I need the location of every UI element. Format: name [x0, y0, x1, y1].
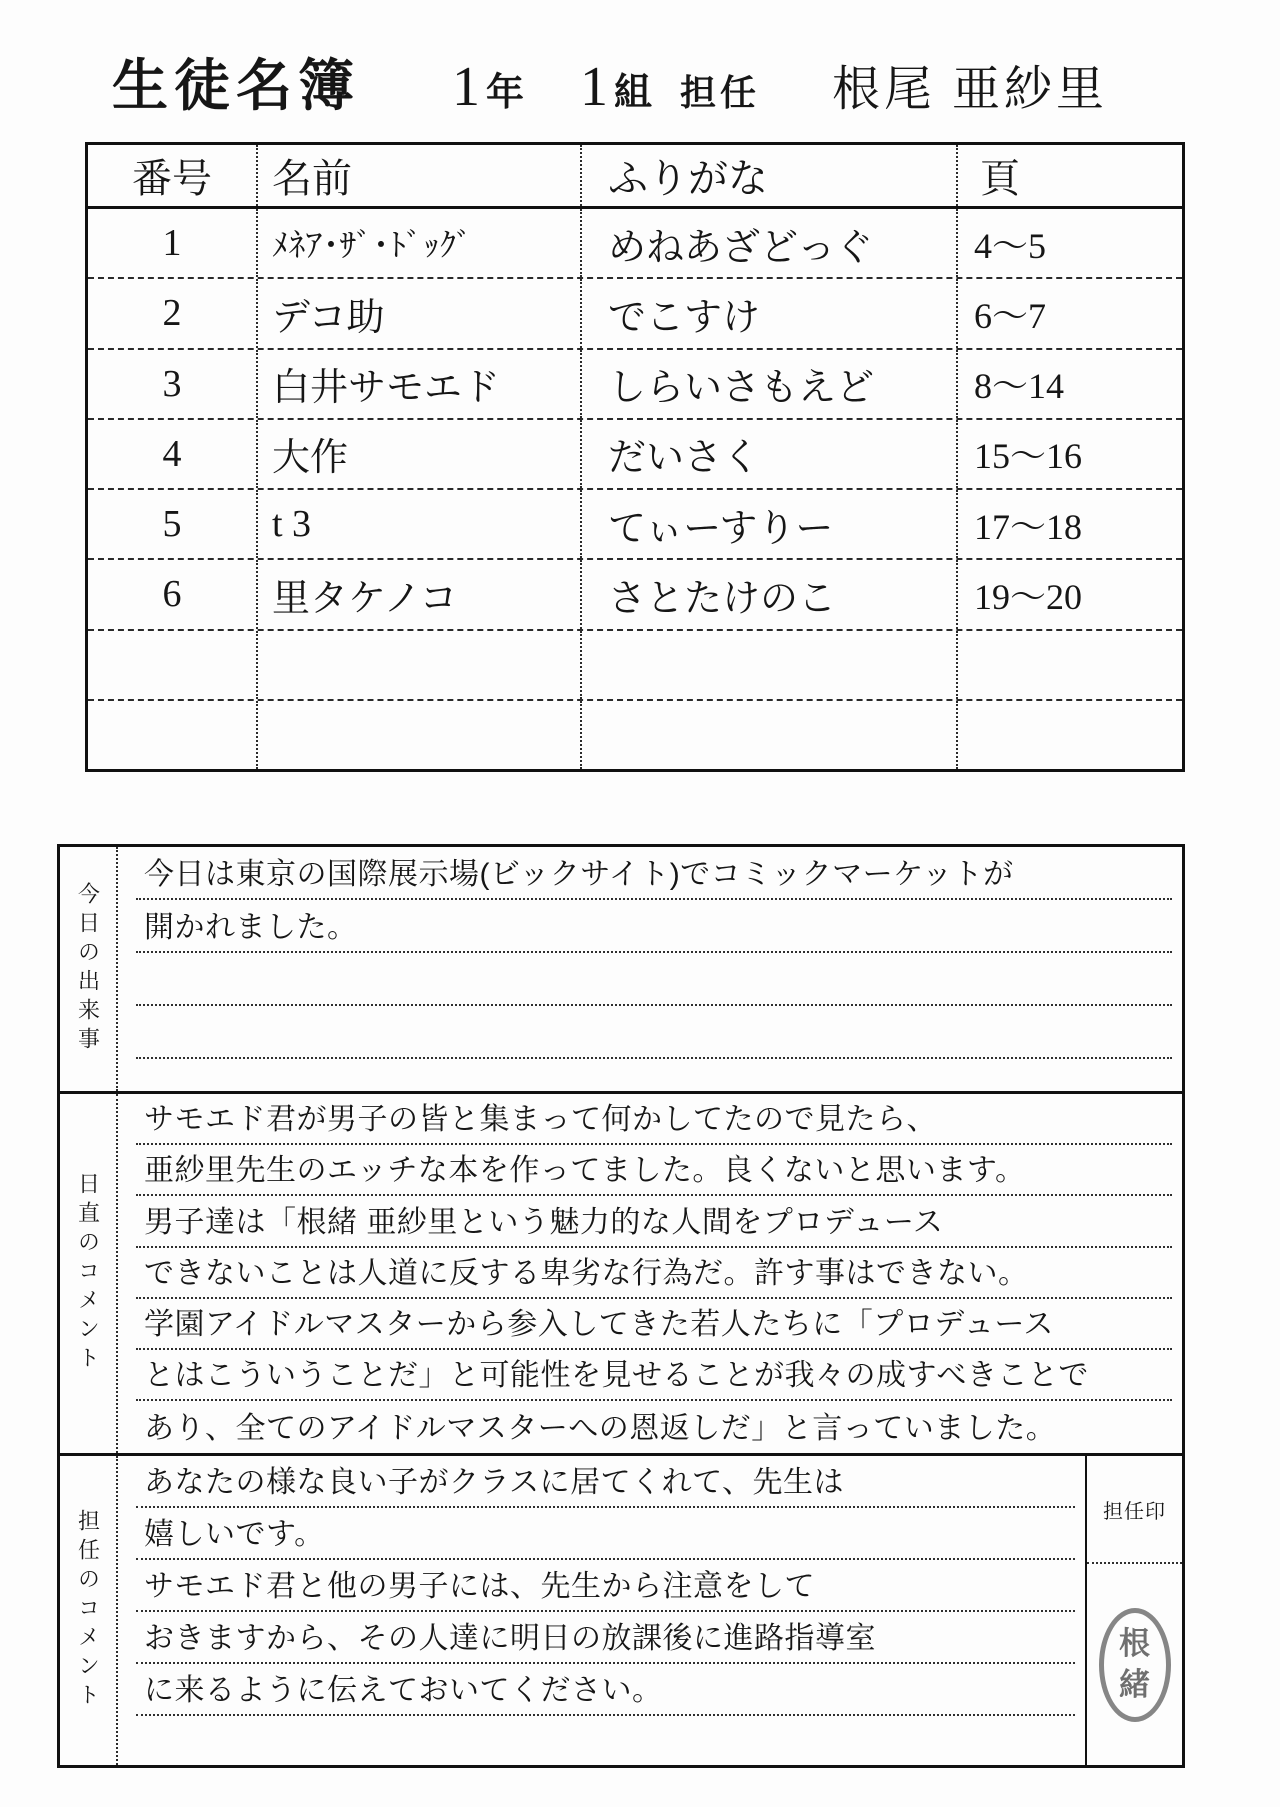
ruled-line: あなたの様な良い子がクラスに居てくれて、先生は — [136, 1456, 1075, 1508]
seal-area — [1087, 1564, 1182, 1765]
teacher-hanko-seal — [1099, 1608, 1171, 1722]
seal-char-top: 根 — [1119, 1626, 1150, 1662]
section-teacher-comment — [60, 1453, 1182, 1765]
cell-pages — [958, 631, 1182, 699]
ruled-line: サモエド君と他の男子には、先生から注意をして — [136, 1560, 1075, 1612]
grade-number: 1 — [452, 56, 480, 118]
section-content — [118, 1456, 1085, 1765]
cell-name: デコ助 — [258, 279, 582, 347]
class-number: 1 — [580, 56, 609, 118]
table-row-empty — [88, 631, 1182, 701]
cell-number: 3 — [88, 350, 258, 418]
teacher-name: 根尾 亜紗里 — [832, 63, 1109, 116]
cell-furigana: でこすけ — [582, 279, 958, 347]
cell-pages: 15〜16 — [974, 436, 1083, 477]
table-row — [88, 279, 1182, 349]
table-row — [88, 420, 1182, 490]
cell-pages: 8〜14 — [974, 366, 1065, 407]
section-content — [118, 847, 1182, 1091]
ruled-line: おきますから、その人達に明日の放課後に進路指導室 — [136, 1612, 1075, 1664]
teacher-label: 担任 — [680, 72, 761, 113]
cell-number: 1 — [88, 209, 258, 277]
cell-name — [258, 631, 582, 699]
section-content — [118, 1094, 1182, 1453]
table-row — [88, 350, 1182, 420]
cell-furigana — [582, 701, 958, 769]
ruled-line: 嬉しいです。 — [136, 1508, 1075, 1560]
cell-number: 4 — [88, 420, 258, 488]
cell-pages: 19〜20 — [974, 576, 1083, 617]
cell-furigana: しらいさもえど — [582, 350, 958, 418]
cell-number — [88, 631, 258, 699]
section-label: 日直のコメント — [75, 1172, 101, 1375]
section-todays-events — [60, 847, 1182, 1091]
section-label: 担任のコメント — [75, 1509, 101, 1712]
cell-number: 6 — [88, 560, 258, 628]
ruled-line: とはこういうことだ」と可能性を見せることが我々の成すべきことで — [136, 1350, 1172, 1401]
ruled-line: に来るように伝えておいてください。 — [136, 1664, 1075, 1716]
section-label-column — [60, 1456, 118, 1765]
ruled-line: あり、全てのアイドルマスターへの恩返しだ」と言っていました。 — [144, 1412, 1057, 1446]
ruled-line: 亜紗里先生のエッチな本を作ってました。良くないと思います。 — [136, 1145, 1172, 1196]
ruled-line: 男子達は「根緒 亜紗里という魅力的な人間をプロデュース — [136, 1196, 1172, 1247]
title-bar — [112, 42, 1108, 118]
cell-name: 里タケノコ — [258, 560, 582, 628]
section-label-column — [60, 1094, 118, 1453]
ruled-line — [136, 953, 1172, 1006]
ruled-line: サモエド君が男子の皆と集まって何かしてたので見たら、 — [136, 1094, 1172, 1145]
col-header-pages: 頁 — [980, 156, 1020, 201]
cell-pages: 17〜18 — [974, 506, 1083, 547]
ruled-line: 学園アイドルマスターから参入してきた若人たちに「プロデュース — [136, 1299, 1172, 1350]
cell-number: 2 — [88, 279, 258, 347]
cell-number — [88, 701, 258, 769]
diary-form — [57, 844, 1185, 1768]
cell-pages: 6〜7 — [974, 295, 1047, 336]
section-label: 今日の出来事 — [75, 882, 101, 1056]
col-header-number: 番号 — [88, 145, 258, 206]
cell-furigana: さとたけのこ — [582, 560, 958, 628]
table-row — [88, 209, 1182, 279]
teacher-seal-box — [1085, 1456, 1182, 1765]
table-row-empty — [88, 701, 1182, 769]
table-row — [88, 490, 1182, 560]
cell-furigana — [582, 631, 958, 699]
grade-unit: 年 — [486, 72, 525, 114]
cell-number: 5 — [88, 490, 258, 558]
cell-name: 白井サモエド — [258, 350, 582, 418]
blank-space — [136, 1716, 1075, 1765]
seal-box-label: 担任印 — [1087, 1456, 1182, 1564]
cell-furigana: てぃーすりー — [582, 490, 958, 558]
roster-table — [85, 142, 1185, 772]
cell-name: t 3 — [258, 490, 582, 558]
table-row — [88, 560, 1182, 630]
cell-pages — [958, 701, 1182, 769]
cell-furigana: めねあざどっぐ — [582, 209, 958, 277]
class-unit: 組 — [614, 72, 653, 114]
cell-name — [258, 701, 582, 769]
ruled-line: できないことは人道に反する卑劣な行為だ。許す事はできない。 — [136, 1248, 1172, 1299]
col-header-furigana: ふりがな — [582, 145, 958, 206]
ruled-line — [136, 1006, 1172, 1059]
section-monitor-comment — [60, 1091, 1182, 1453]
roster-body — [88, 209, 1182, 769]
cell-pages: 4〜5 — [974, 225, 1047, 266]
ruled-line: 開かれました。 — [136, 900, 1172, 953]
ruled-line: 今日は東京の国際展示場(ビックサイト)でコミックマーケットが — [136, 847, 1172, 900]
roster-header-row — [88, 145, 1182, 209]
page-title: 生徒名簿 — [112, 54, 360, 117]
cell-name: ﾒﾈｱ･ｻﾞ･ﾄﾞｯｸﾞ — [258, 209, 582, 277]
seal-char-bottom: 緒 — [1119, 1666, 1150, 1702]
col-header-name: 名前 — [258, 145, 582, 206]
blank-space — [136, 1059, 1172, 1091]
cell-name: 大作 — [258, 420, 582, 488]
cell-furigana: だいさく — [582, 420, 958, 488]
section-label-column — [60, 847, 118, 1091]
